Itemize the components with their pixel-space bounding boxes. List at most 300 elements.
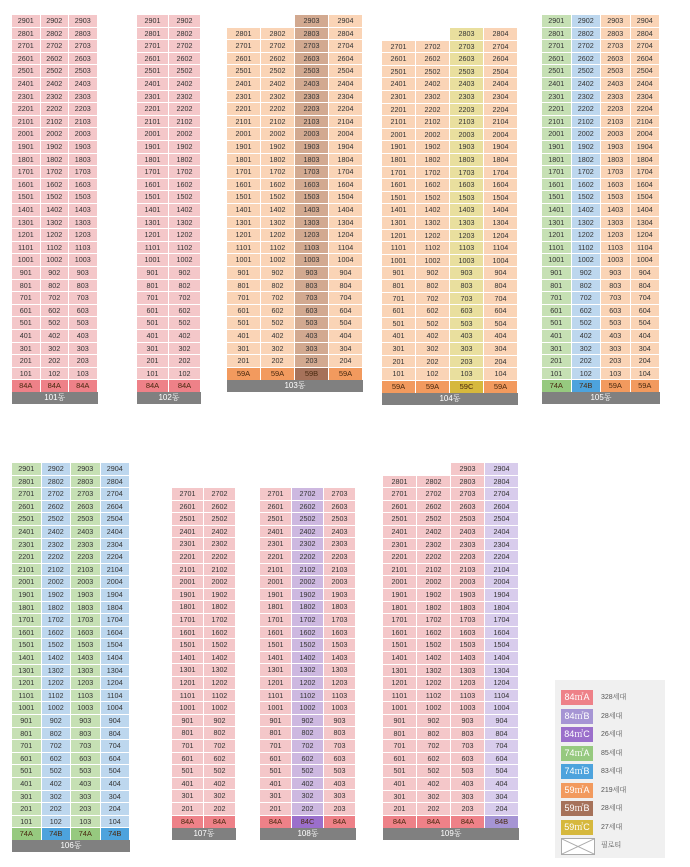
- unit-cell: 903: [324, 715, 356, 728]
- unit-cell: 2502: [417, 513, 451, 526]
- unit-cell: 402: [41, 330, 70, 343]
- unit-cell: 2701: [260, 488, 292, 501]
- unit-cell: 1703: [324, 614, 356, 627]
- unit-cell: 702: [169, 292, 201, 305]
- unit-cell: 1201: [12, 677, 42, 690]
- unit-cell: 501: [383, 765, 417, 778]
- unit-cell: 2002: [416, 129, 450, 142]
- unit-cell: 2103: [71, 564, 101, 577]
- unit-cell: 1003: [601, 254, 631, 267]
- unit-cell: 1603: [71, 627, 101, 640]
- unit-cell: 2601: [542, 53, 572, 66]
- unit-cell: 403: [451, 778, 485, 791]
- unit-cell: 1301: [172, 664, 204, 677]
- unit-cell: 1301: [260, 664, 292, 677]
- unit-cell: 1903: [295, 141, 329, 154]
- unit-cell: 2901: [12, 15, 41, 28]
- unit-cell: 1202: [204, 677, 236, 690]
- unit-cell: 1104: [484, 242, 518, 255]
- unit-cell: 1901: [383, 589, 417, 602]
- unit-cell: 301: [172, 790, 204, 803]
- unit-cell: 2704: [484, 41, 518, 54]
- unit-cell: 1704: [101, 614, 131, 627]
- unit-cell: 802: [42, 728, 72, 741]
- unit-cell: 1204: [631, 229, 661, 242]
- unit-cell: 1201: [172, 677, 204, 690]
- unit-cell: 1701: [137, 166, 169, 179]
- unit-cell: 104: [101, 816, 131, 829]
- unit-type-label: 59B: [295, 368, 329, 380]
- unit-cell: 2103: [69, 116, 98, 129]
- unit-cell: 902: [261, 267, 295, 280]
- unit-cell: 1303: [295, 217, 329, 230]
- unit-cell: 2702: [42, 488, 72, 501]
- unit-cell: 2601: [227, 53, 261, 66]
- unit-cell: 1501: [12, 639, 42, 652]
- unit-cell: 1401: [12, 652, 42, 665]
- unit-cell: 2502: [572, 65, 602, 78]
- unit-cell: 1502: [261, 191, 295, 204]
- legend-count: 83세대: [601, 768, 623, 775]
- unit-cell: 1601: [382, 179, 416, 192]
- unit-cell: 2101: [382, 116, 416, 129]
- unit-cell: 202: [572, 355, 602, 368]
- unit-cell: 2301: [227, 91, 261, 104]
- unit-cell: 1104: [631, 242, 661, 255]
- legend-item: [561, 727, 661, 743]
- legend-swatch: 84㎡A: [561, 690, 593, 705]
- unit-cell: 604: [101, 753, 131, 766]
- unit-cell: 2601: [382, 53, 416, 66]
- unit-cell: 1701: [172, 614, 204, 627]
- unit-cell: 1502: [572, 191, 602, 204]
- unit-cell: 703: [451, 740, 485, 753]
- legend-swatch: 84㎡B: [561, 709, 593, 724]
- unit-type-row: [227, 368, 363, 380]
- unit-cell: 2102: [169, 116, 201, 129]
- unit-cell: 1702: [261, 166, 295, 179]
- unit-cell: 1601: [137, 179, 169, 192]
- unit-cell: 1403: [324, 652, 356, 665]
- unit-cell: 2702: [169, 40, 201, 53]
- unit-cell: 2002: [41, 128, 70, 141]
- unit-cell: 2804: [101, 476, 131, 489]
- unit-cell: 901: [12, 267, 41, 280]
- unit-cell: 602: [261, 305, 295, 318]
- unit-cell: 1202: [261, 229, 295, 242]
- unit-cell: 904: [101, 715, 131, 728]
- unit-cell: 1803: [295, 154, 329, 167]
- unit-cell: 701: [227, 292, 261, 305]
- unit-cell: 1502: [169, 191, 201, 204]
- unit-cell: 301: [260, 790, 292, 803]
- unit-cell: 602: [42, 753, 72, 766]
- unit-cell: 2703: [601, 40, 631, 53]
- unit-cell: 1404: [485, 652, 519, 665]
- unit-cell: 604: [631, 305, 661, 318]
- unit-cell: 1902: [292, 589, 324, 602]
- unit-cell: 2404: [329, 78, 363, 91]
- unit-cell: 1801: [227, 154, 261, 167]
- unit-cell: 1602: [292, 627, 324, 640]
- unit-cell: 1402: [416, 204, 450, 217]
- unit-cell: 1301: [382, 217, 416, 230]
- unit-cell: 202: [204, 803, 236, 816]
- unit-cell: 302: [41, 343, 70, 356]
- unit-cell: 501: [172, 765, 204, 778]
- unit-cell: 101: [137, 368, 169, 381]
- unit-cell: 501: [227, 317, 261, 330]
- legend-swatch: 59㎡A: [561, 783, 593, 798]
- unit-cell: 2503: [324, 513, 356, 526]
- unit-cell: 1101: [227, 242, 261, 255]
- unit-cell: 2001: [542, 128, 572, 141]
- unit-cell: 1101: [172, 690, 204, 703]
- unit-cell: 2901: [12, 463, 42, 476]
- unit-cell: 2604: [329, 53, 363, 66]
- unit-cell: 2303: [324, 538, 356, 551]
- unit-cell: 2001: [137, 128, 169, 141]
- unit-cell: 402: [42, 778, 72, 791]
- unit-cell: 2104: [485, 564, 519, 577]
- unit-cell: 1204: [484, 230, 518, 243]
- unit-cell: 704: [329, 292, 363, 305]
- unit-cell: 901: [172, 715, 204, 728]
- unit-cell: 1802: [292, 601, 324, 614]
- unit-cell: 2202: [261, 103, 295, 116]
- unit-cell: 1802: [417, 602, 451, 615]
- unit-cell: 1302: [417, 665, 451, 678]
- unit-cell: 2902: [41, 15, 70, 28]
- unit-cell: 203: [450, 356, 484, 369]
- unit-cell: 1501: [383, 639, 417, 652]
- unit-cell: 404: [631, 330, 661, 343]
- unit-cell: 202: [41, 355, 70, 368]
- unit-cell: 701: [260, 740, 292, 753]
- unit-type-label: 84A: [204, 816, 236, 828]
- unit-cell: 1303: [71, 665, 101, 678]
- unit-cell: 1304: [329, 217, 363, 230]
- unit-cell: 2401: [227, 78, 261, 91]
- unit-cell: 1001: [542, 254, 572, 267]
- unit-cell: 1901: [260, 589, 292, 602]
- unit-cell: 1901: [227, 141, 261, 154]
- unit-cell: 1301: [542, 217, 572, 230]
- unit-cell: 601: [12, 753, 42, 766]
- unit-type-label: 84A: [260, 816, 292, 828]
- unit-cell: 2803: [451, 476, 485, 489]
- unit-cell: 1602: [261, 179, 295, 192]
- unit-cell: 201: [383, 803, 417, 816]
- unit-cell: 2903: [71, 463, 101, 476]
- unit-cell: 1802: [42, 602, 72, 615]
- unit-cell: 1303: [324, 664, 356, 677]
- unit-cell: 1904: [329, 141, 363, 154]
- unit-cell: 1401: [172, 652, 204, 665]
- unit-cell: 1001: [12, 702, 42, 715]
- unit-cell: 1902: [572, 141, 602, 154]
- unit-cell: 2704: [631, 40, 661, 53]
- unit-cell: 2602: [169, 53, 201, 66]
- unit-cell: 403: [69, 330, 98, 343]
- unit-cell: 1102: [572, 242, 602, 255]
- unit-cell: 401: [12, 330, 41, 343]
- unit-cell: 1603: [324, 627, 356, 640]
- unit-cell: 2501: [227, 65, 261, 78]
- unit-cell: 601: [260, 753, 292, 766]
- unit-cell: 703: [71, 740, 101, 753]
- unit-cell: 501: [137, 317, 169, 330]
- unit-cell: 1601: [12, 179, 41, 192]
- unit-cell: 304: [329, 343, 363, 356]
- unit-cell: 2104: [101, 564, 131, 577]
- unit-cell: 1902: [417, 589, 451, 602]
- unit-cell: 101: [12, 368, 41, 381]
- unit-cell: 2103: [324, 564, 356, 577]
- unit-cell: 2703: [71, 488, 101, 501]
- unit-cell: 303: [295, 343, 329, 356]
- unit-cell: 904: [329, 267, 363, 280]
- unit-cell: 2201: [227, 103, 261, 116]
- unit-cell: 204: [484, 356, 518, 369]
- unit-type-row: [12, 828, 130, 840]
- unit-cell: 1002: [41, 254, 70, 267]
- unit-cell: 901: [12, 715, 42, 728]
- unit-cell: 2003: [69, 128, 98, 141]
- unit-cell: 2204: [101, 551, 131, 564]
- unit-cell: 1602: [204, 627, 236, 640]
- unit-cell: 2301: [172, 538, 204, 551]
- unit-cell: 2504: [484, 66, 518, 79]
- unit-cell: 1802: [204, 601, 236, 614]
- unit-cell: 1801: [260, 601, 292, 614]
- unit-cell: 802: [416, 280, 450, 293]
- unit-cell: 2701: [383, 488, 417, 501]
- unit-cell: 2302: [292, 538, 324, 551]
- unit-cell: 1301: [227, 217, 261, 230]
- unit-cell: 1903: [324, 589, 356, 602]
- unit-cell: 1801: [382, 154, 416, 167]
- unit-cell: 304: [484, 343, 518, 356]
- unit-cell: 901: [542, 267, 572, 280]
- unit-cell: 201: [542, 355, 572, 368]
- legend-item: [561, 764, 661, 780]
- unit-cell: 602: [292, 753, 324, 766]
- unit-cell: 1601: [542, 179, 572, 192]
- unit-cell: 1604: [484, 179, 518, 192]
- unit-type-label: 74A: [542, 380, 572, 392]
- unit-cell: 2401: [260, 526, 292, 539]
- unit-cell: 1201: [542, 229, 572, 242]
- unit-cell: 1001: [260, 702, 292, 715]
- unit-cell: 804: [485, 728, 519, 741]
- unit-cell: 901: [227, 267, 261, 280]
- unit-cell: 804: [101, 728, 131, 741]
- unit-cell: 2102: [261, 116, 295, 129]
- unit-cell: 2502: [292, 513, 324, 526]
- unit-cell: 1901: [137, 141, 169, 154]
- unit-cell: 1902: [169, 141, 201, 154]
- unit-cell: 1501: [12, 191, 41, 204]
- unit-cell: 301: [227, 343, 261, 356]
- unit-cell: 1301: [137, 217, 169, 230]
- unit-cell: 1802: [169, 154, 201, 167]
- unit-cell: 2103: [295, 116, 329, 129]
- unit-cell: 2702: [416, 41, 450, 54]
- unit-cell: 1002: [417, 702, 451, 715]
- unit-cell: 2802: [169, 28, 201, 41]
- unit-cell: 1203: [451, 677, 485, 690]
- unit-cell: 2101: [260, 564, 292, 577]
- unit-cell: 1002: [42, 702, 72, 715]
- unit-cell: 1104: [329, 242, 363, 255]
- unit-cell: 2903: [601, 15, 631, 28]
- unit-cell: 1304: [101, 665, 131, 678]
- unit-cell: 2404: [484, 78, 518, 91]
- unit-cell: 1701: [260, 614, 292, 627]
- unit-cell: 2303: [71, 539, 101, 552]
- unit-cell: 704: [484, 293, 518, 306]
- legend-item: [561, 709, 661, 725]
- unit-cell: 2001: [260, 576, 292, 589]
- unit-cell: 1704: [329, 166, 363, 179]
- unit-cell: 203: [324, 803, 356, 816]
- unit-cell: 2403: [451, 526, 485, 539]
- unit-cell: 703: [450, 293, 484, 306]
- unit-cell: 2501: [172, 513, 204, 526]
- unit-cell: 1202: [41, 229, 70, 242]
- unit-cell: 2702: [261, 40, 295, 53]
- unit-cell: 1701: [542, 166, 572, 179]
- unit-cell: 2202: [416, 104, 450, 117]
- unit-cell: 1801: [383, 602, 417, 615]
- unit-cell: 2402: [42, 526, 72, 539]
- unit-cell: 1501: [260, 639, 292, 652]
- unit-cell: 2701: [12, 40, 41, 53]
- unit-cell: 1303: [601, 217, 631, 230]
- unit-cell: 1204: [101, 677, 131, 690]
- unit-cell: 2103: [451, 564, 485, 577]
- unit-cell: 2401: [382, 78, 416, 91]
- unit-cell: 2401: [12, 78, 41, 91]
- unit-cell: 1002: [416, 255, 450, 268]
- unit-cell: 1002: [169, 254, 201, 267]
- unit-cell: 2301: [12, 91, 41, 104]
- unit-cell: 2403: [69, 78, 98, 91]
- unit-cell: 2101: [12, 564, 42, 577]
- unit-cell: 802: [169, 280, 201, 293]
- unit-cell: 102: [169, 368, 201, 381]
- unit-cell: 702: [416, 293, 450, 306]
- unit-cell: 1602: [572, 179, 602, 192]
- unit-cell: 2704: [101, 488, 131, 501]
- unit-type-label: 59A: [261, 368, 295, 380]
- unit-cell: 1603: [601, 179, 631, 192]
- unit-cell: 303: [324, 790, 356, 803]
- unit-cell: 1201: [260, 677, 292, 690]
- unit-cell: 1601: [172, 627, 204, 640]
- unit-cell: 201: [12, 803, 42, 816]
- unit-cell: 1901: [12, 589, 42, 602]
- unit-cell: 302: [572, 343, 602, 356]
- unit-cell: 1401: [383, 652, 417, 665]
- unit-cell: 1401: [260, 652, 292, 665]
- unit-cell: 1001: [227, 254, 261, 267]
- unit-cell: 902: [417, 715, 451, 728]
- unit-cell: 2801: [542, 28, 572, 41]
- unit-cell: 2101: [542, 116, 572, 129]
- unit-cell: 203: [295, 355, 329, 368]
- unit-cell: 502: [292, 765, 324, 778]
- unit-cell: 101: [542, 368, 572, 381]
- unit-cell: 601: [172, 753, 204, 766]
- unit-cell: 1801: [137, 154, 169, 167]
- unit-type-label: 59C: [450, 381, 484, 393]
- unit-cell: 1602: [417, 627, 451, 640]
- unit-cell: 1502: [417, 639, 451, 652]
- unit-cell: 102: [416, 368, 450, 381]
- unit-cell: 601: [227, 305, 261, 318]
- unit-cell: 2002: [292, 576, 324, 589]
- unit-cell: 1604: [101, 627, 131, 640]
- unit-cell: 2304: [101, 539, 131, 552]
- unit-cell: 1603: [295, 179, 329, 192]
- unit-cell: 2204: [329, 103, 363, 116]
- unit-cell: 1601: [227, 179, 261, 192]
- unit-cell: 1401: [137, 204, 169, 217]
- unit-cell: 901: [260, 715, 292, 728]
- unit-cell: 2201: [382, 104, 416, 117]
- unit-cell: 2803: [601, 28, 631, 41]
- unit-cell: 402: [572, 330, 602, 343]
- unit-cell: 402: [416, 330, 450, 343]
- unit-cell: 2603: [69, 53, 98, 66]
- unit-cell: 2104: [484, 116, 518, 129]
- unit-cell: 103: [71, 816, 101, 829]
- unit-cell: 1401: [542, 204, 572, 217]
- unit-cell: 1404: [101, 652, 131, 665]
- unit-cell: 2803: [450, 28, 484, 41]
- unit-cell: 801: [12, 728, 42, 741]
- unit-cell: 1002: [572, 254, 602, 267]
- unit-cell: 103: [601, 368, 631, 381]
- unit-cell: 1703: [451, 614, 485, 627]
- unit-cell: 2801: [383, 476, 417, 489]
- unit-cell: 1503: [324, 639, 356, 652]
- unit-cell: 2802: [42, 476, 72, 489]
- unit-cell: 1702: [169, 166, 201, 179]
- unit-cell: 2002: [204, 576, 236, 589]
- unit-cell: 1804: [485, 602, 519, 615]
- unit-cell: 2904: [101, 463, 131, 476]
- unit-cell: 103: [450, 368, 484, 381]
- unit-cell: 1101: [12, 242, 41, 255]
- unit-cell: 502: [417, 765, 451, 778]
- unit-cell: 401: [137, 330, 169, 343]
- unit-cell: 2303: [451, 539, 485, 552]
- unit-cell: 603: [295, 305, 329, 318]
- unit-cell: 803: [324, 727, 356, 740]
- unit-cell: 603: [69, 305, 98, 318]
- unit-cell: 903: [71, 715, 101, 728]
- unit-cell: 1402: [261, 204, 295, 217]
- unit-cell: 201: [172, 803, 204, 816]
- unit-cell: 1501: [542, 191, 572, 204]
- unit-cell: 1604: [631, 179, 661, 192]
- unit-cell: 1902: [261, 141, 295, 154]
- unit-cell: 1502: [41, 191, 70, 204]
- unit-cell: 1901: [12, 141, 41, 154]
